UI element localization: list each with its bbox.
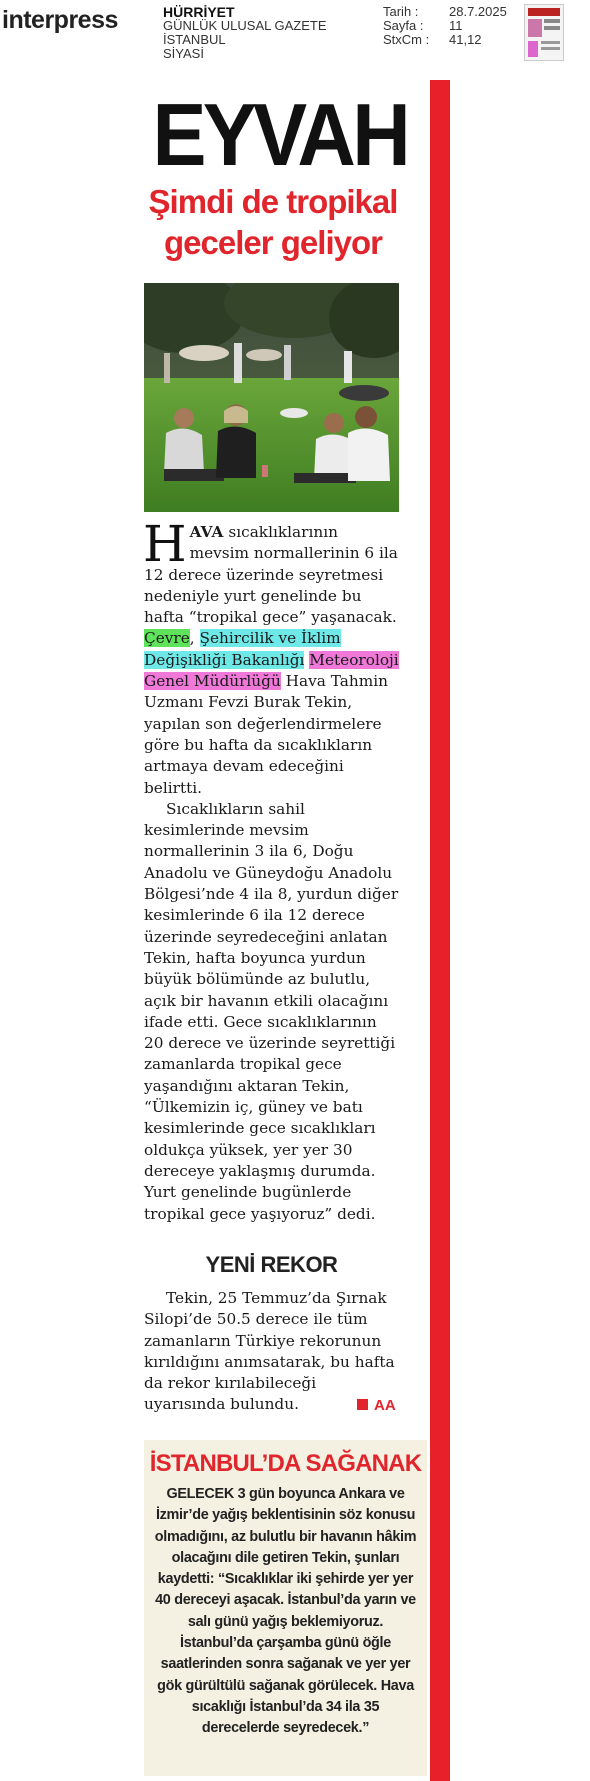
highlight-iklim: İklim Değişikliği Bakanlığı [144, 629, 341, 669]
subheading-yeni-rekor: YENİ REKOR [205, 1252, 338, 1277]
box-text: GELECEK 3 gün boyunca Ankara ve İzmir’de yağış beklentisinin söz konusu olmadığını, az bulutlu bir havanın hâkim olacağını dile getiren Tekin, şunları kaydetti: “Sıcaklıklar iki şehirde yer yer 40 dereceyi aşacak. İstanbul’da yarın ve salı günü yağış beklemiyoruz. İstanbul’da çarşamba günü öğle saatlerinden sonra sağanak ve yer yer gök gürültülü sağanak görülecek. Hava sıcaklığı İstanbul’da 34 ila 35 derecelerde seyredecek.” [154, 1486, 417, 1737]
highlight-cevre: Çevre [144, 629, 190, 648]
meta-date-value: 28.7.2025 [449, 4, 507, 19]
agency-credit: AA [357, 1397, 396, 1414]
highlight-sehircilik: Şehircilik [199, 629, 274, 648]
publication-city: İSTANBUL [163, 32, 226, 47]
box-title: İSTANBUL’DA SAĞANAK [149, 1450, 422, 1477]
publication-section: SİYASİ [163, 46, 204, 61]
clipping-header [0, 0, 590, 64]
clipping-meta [383, 5, 507, 47]
headline: EYVAH [152, 85, 408, 184]
meta-stxcm-value: 41,12 [449, 32, 482, 47]
page-thumbnail[interactable] [524, 4, 564, 61]
meta-date-label: Tarih : [383, 4, 419, 19]
article-body [143, 515, 399, 1225]
drop-cap: H [143, 515, 187, 573]
meta-stxcm-label: StxCm : [383, 32, 430, 47]
red-margin-bar [430, 80, 450, 1781]
highlight-meteoroloji: Meteoroloji Genel Müdürlüğü [144, 650, 399, 691]
red-square-icon [357, 1399, 368, 1410]
interpress-logo: interpress [2, 6, 118, 34]
paragraph-1: HAVA sıcaklıklarının mevsim normallerinin 6 ila 12 derece üzerinde seyretmesi nedeniyle yurt genelinde bu hafta “tropikal gece” yaşanacak. Çevre, Şehircilik ve İklim Değişikliği Bakanlığı Meteoroloji Genel Müdürlüğü Hava Tahmin Uzmanı Fevzi Burak Tekin, yapılan son değerlendirmelere göre bu hafta da sıcaklıkların artmaya devam edeceğini belirtti. [143, 515, 399, 797]
meta-page-label: Sayfa : [383, 18, 424, 33]
sidebar-box [144, 1440, 427, 1776]
article-photo [144, 283, 399, 512]
paragraph-3: Tekin, 25 Temmuz’da Şırnak Silopi’de 50.5 derece ile tüm zamanların Türkiye rekorunun kırıldığını anımsatarak, bu hafta da rekor kırılabileceği uyarısında bulundu. [144, 1289, 395, 1414]
meta-page-value: 11 [449, 18, 463, 33]
publication-info [163, 5, 327, 61]
subheadline: Şimdi de tropikal geceler geliyor [148, 183, 398, 261]
publication-type: GÜNLÜK ULUSAL GAZETE [163, 18, 327, 33]
newspaper-name: HÜRRİYET [163, 4, 235, 20]
paragraph-2: Sıcaklıkların sahil kesimlerinde mevsim normallerinin 3 ila 6, Doğu Anadolu ve Güneydoğu Anadolu Bölgesi’nde 4 ila 8, yurdun diğer kesimlerinde 6 ila 12 derece üzerinde seyredeceğini anlatan Tekin, hafta boyunca yurdun büyük bölümünde az bulutlu, açık bir havanın etkili olacağını ifade etti. Gece sıcaklıklarının 20 derece ve üzerinde seyrettiği zamanlarda tropikal gece yaşandığını aktaran Tekin, “Ülkemizin iç, güney ve batı kesimlerinde gece sıcaklıkları oldukça yüksek, yer yer 30 dereceye yaklaşmış durumda. Yurt genelinde bugünlerde tropikal gece yaşıyoruz” dedi. [144, 799, 399, 1223]
